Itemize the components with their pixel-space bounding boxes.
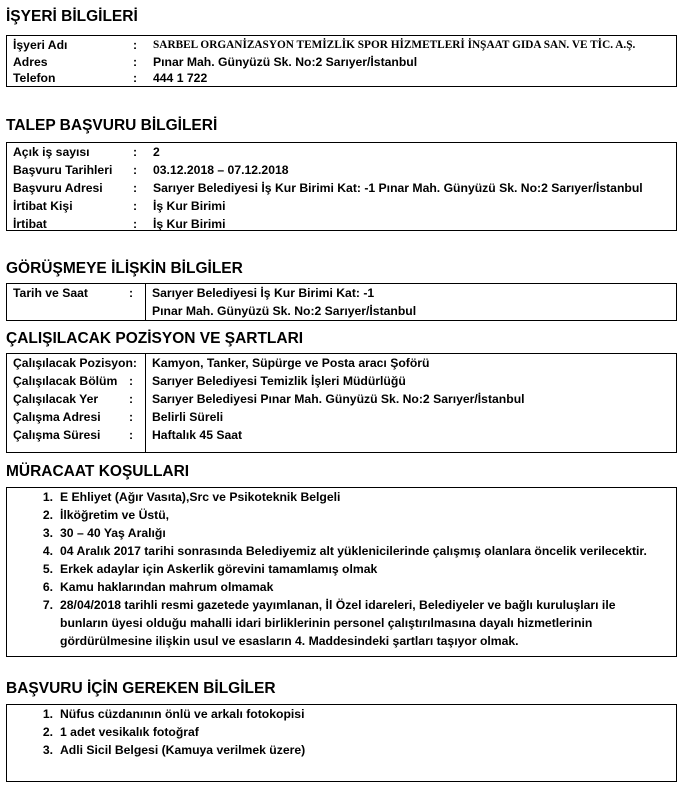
talep-row: [7, 179, 676, 197]
list-item-text: 1 adet vesikalık fotoğraf: [60, 725, 199, 739]
row-label: Telefon: [13, 71, 56, 85]
list-item-text: 30 – 40 Yaş Aralığı: [60, 526, 166, 540]
row-value: Pınar Mah. Günyüzü Sk. No:2 Sarıyer/İstanbul: [153, 55, 418, 69]
row-label: Başvuru Adresi: [13, 181, 103, 195]
talep-row: [7, 161, 676, 179]
row-label: Çalışılacak Pozisyon:: [13, 356, 137, 370]
row-separator: :: [129, 374, 134, 388]
pozisyon-row: [7, 354, 676, 372]
list-item-text: gördürülmesine ilişkin usul ve esasların 4. Maddesindeki şartları taşıyor olmak.: [60, 634, 519, 648]
list-item-number: 2.: [42, 725, 53, 739]
list-item-number: 1.: [42, 707, 53, 721]
pozisyon-row: [7, 372, 676, 390]
list-item-text: Nüfus cüzdanının önlü ve arkalı fotokopisi: [60, 707, 305, 721]
muracaat-list: [6, 487, 677, 657]
list-item-text: Erkek adaylar için Askerlik görevini tamamlamış olmak: [60, 562, 378, 576]
row-value-line: Sarıyer Belediyesi İş Kur Birimi Kat: -1: [152, 286, 375, 300]
section-title-talep: TALEP BAŞVURU BİLGİLERİ: [6, 117, 218, 134]
row-value: İş Kur Birimi: [153, 217, 226, 231]
list-item: [7, 596, 676, 614]
list-item: [7, 741, 676, 759]
section-title-gorusme: GÖRÜŞMEYE İLİŞKİN BİLGİLER: [6, 260, 243, 277]
row-value: 2: [153, 145, 160, 159]
list-item-continuation: [7, 614, 676, 632]
pozisyon-row: [7, 408, 676, 426]
list-item: [7, 723, 676, 741]
list-item-number: 7.: [42, 598, 53, 612]
pozisyon-row: [7, 426, 676, 444]
pozisyon-row: [7, 390, 676, 408]
row-label: Çalışılacak Yer: [13, 392, 99, 406]
list-item-number: 3.: [42, 526, 53, 540]
row-value-line: Pınar Mah. Günyüzü Sk. No:2 Sarıyer/İstanbul: [152, 304, 417, 318]
gorusme-row: [7, 302, 676, 320]
talep-row: [7, 197, 676, 215]
isyeri-table: [6, 35, 677, 87]
pozisyon-table: [6, 353, 677, 453]
row-label: İşyeri Adı: [13, 38, 68, 52]
list-item: [7, 506, 676, 524]
row-label: Açık iş sayısı: [13, 145, 90, 159]
list-item-text: 28/04/2018 tarihli resmi gazetede yayımlanan, İl Özel idareleri, Belediyeler ve bağlı kuruluşları ile: [60, 598, 616, 612]
row-label: Başvuru Tarihleri: [13, 163, 113, 177]
section-title-pozisyon: ÇALIŞILACAK POZİSYON VE ŞARTLARI: [6, 330, 304, 347]
list-item-number: 4.: [42, 544, 53, 558]
list-item: [7, 524, 676, 542]
list-item-number: 3.: [42, 743, 53, 757]
talep-row: [7, 143, 676, 161]
row-separator: :: [133, 199, 138, 213]
row-label: Çalışılacak Bölüm: [13, 374, 118, 388]
gorusme-table: [6, 283, 677, 321]
row-separator: :: [129, 410, 134, 424]
list-item-text: Kamu haklarından mahrum olmamak: [60, 580, 274, 594]
row-value: 03.12.2018 – 07.12.2018: [153, 163, 289, 177]
row-value: Belirli Süreli: [152, 410, 224, 424]
row-label: İrtibat Kişi: [13, 199, 73, 213]
list-item-text: bunların üyesi olduğu mahalli idari birliklerinin personel çalıştırılmasına dayalı hizmetlerinin: [60, 616, 593, 630]
list-item-number: 6.: [42, 580, 53, 594]
list-item: [7, 542, 676, 560]
list-item-text: Adli Sicil Belgesi (Kamuya verilmek üzere): [60, 743, 306, 757]
list-item: [7, 705, 676, 723]
row-separator: :: [133, 181, 138, 195]
row-label: Adres: [13, 55, 48, 69]
gorusme-row: [7, 284, 676, 302]
row-label: İrtibat: [13, 217, 47, 231]
talep-table: [6, 142, 677, 231]
isyeri-row: [7, 70, 676, 86]
list-item: [7, 578, 676, 596]
list-item-number: 1.: [42, 490, 53, 504]
row-separator: :: [133, 163, 138, 177]
row-value: Kamyon, Tanker, Süpürge ve Posta aracı Şoförü: [152, 356, 430, 370]
row-separator: :: [129, 428, 134, 442]
section-title-isyeri: İŞYERİ BİLGİLERİ: [6, 8, 138, 25]
talep-row: [7, 215, 676, 233]
section-title-muracaat: MÜRACAAT KOŞULLARI: [6, 463, 190, 480]
row-separator: :: [133, 217, 138, 231]
row-value: Sarıyer Belediyesi Temizlik İşleri Müdürlüğü: [152, 374, 406, 388]
row-separator: :: [129, 286, 134, 300]
row-separator: :: [133, 71, 138, 85]
list-item-text: İlköğretim ve Üstü,: [60, 508, 170, 522]
list-item-number: 2.: [42, 508, 53, 522]
basvuru-list: [6, 704, 677, 782]
list-item: [7, 560, 676, 578]
row-label: Tarih ve Saat: [13, 286, 88, 300]
list-item: [7, 488, 676, 506]
isyeri-row: [7, 54, 676, 70]
section-title-basvuru: BAŞVURU İÇİN GEREKEN BİLGİLER: [6, 680, 276, 697]
isyeri-row: [7, 36, 676, 54]
list-item-continuation: [7, 632, 676, 650]
row-label: Çalışma Adresi: [13, 410, 101, 424]
row-value: Sarıyer Belediyesi Pınar Mah. Günyüzü Sk. No:2 Sarıyer/İstanbul: [152, 392, 525, 406]
row-value: SARBEL ORGANİZASYON TEMİZLİK SPOR HİZMETLERİ İNŞAAT GIDA SAN. VE TİC. A.Ş.: [153, 39, 636, 51]
row-value: 444 1 722: [153, 71, 208, 85]
list-item-number: 5.: [42, 562, 53, 576]
row-value: İş Kur Birimi: [153, 199, 226, 213]
row-value: Haftalık 45 Saat: [152, 428, 243, 442]
row-separator: :: [133, 145, 138, 159]
row-separator: :: [133, 38, 138, 52]
list-item-text: 04 Aralık 2017 tarihi sonrasında Belediyemiz alt yüklenicilerinde çalışmış olanlara öncelik verilecektir.: [60, 544, 647, 558]
row-label: Çalışma Süresi: [13, 428, 101, 442]
row-separator: :: [129, 392, 134, 406]
row-value: Sarıyer Belediyesi İş Kur Birimi Kat: -1 Pınar Mah. Günyüzü Sk. No:2 Sarıyer/İstanbul: [153, 181, 643, 195]
row-separator: :: [133, 55, 138, 69]
list-item-text: E Ehliyet (Ağır Vasıta),Src ve Psikoteknik Belgeli: [60, 490, 341, 504]
